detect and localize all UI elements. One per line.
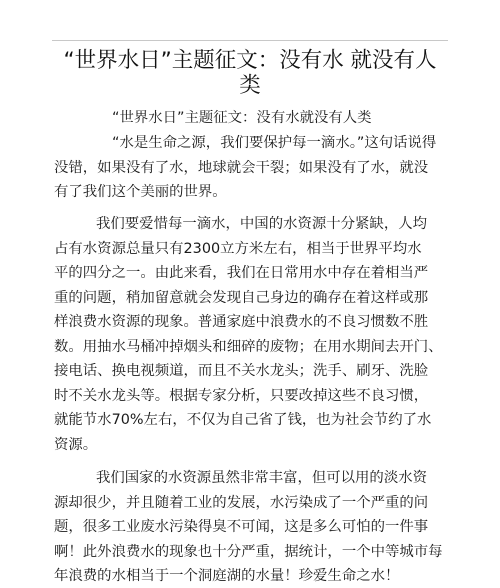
document-title xyxy=(52,46,448,98)
paragraph-line: 平的四分之一。由此来看，我们在日常用水中存在着相当严 xyxy=(54,265,429,281)
paragraph-line: 啊！此外浪费水的现象也十分严重，据统计，一个中等城市每 xyxy=(54,543,443,560)
paragraph-line: 数。用抽水马桶冲掉烟头和细碎的废物；在用水期间去开门、 xyxy=(54,338,443,355)
paragraph-line: 样浪费水资源的现象。普通家庭中浪费水的不良习惯数不胜 xyxy=(54,314,429,330)
paragraph-line: “水是生命之源，我们要保护每一滴水。”这句话说得 xyxy=(112,135,437,151)
title-line: “世界水日”主题征文：没有水 就没有人 xyxy=(63,48,437,73)
paragraph-line: 源却很少，并且随着工业的发展，水污染成了一个严重的问 xyxy=(54,494,429,511)
paragraph-line: 我们要爱惜每一滴水，中国的水资源十分紧缺，人均 xyxy=(96,216,427,232)
paragraph-line: 接电话、换电视频道，而且不关水龙头；洗手、刷牙、洗脸 xyxy=(54,363,429,379)
paragraph-line: 年浪费的水相当于一个洞庭湖的水量！珍爱生命之水！ xyxy=(54,568,400,584)
paragraph-line: 资源。 xyxy=(54,436,98,453)
paragraph-line: 有了我们这个美丽的世界。 xyxy=(54,184,227,200)
paragraph-3 xyxy=(54,466,446,588)
paragraph-line: 就能节水70%左右，不仅为自己省了钱，也为社会节约了水 xyxy=(54,412,432,428)
subtitle-line: “世界水日”主题征文：没有水就没有人类 xyxy=(112,110,372,126)
paragraph-line: 重的问题，稍加留意就会发现自己身边的确存在着这样或那 xyxy=(54,289,429,306)
top-divider xyxy=(52,40,448,41)
paragraph-line: 时不关水龙头等。根据专家分析，只要改掉这些不良习惯， xyxy=(54,387,429,404)
paragraph-line: 我们国家的水资源虽然非常丰富，但可以用的淡水资 xyxy=(96,470,427,486)
paragraph-line: 占有水资源总量只有2300立方米左右，相当于世界平均水 xyxy=(54,240,422,257)
subtitle xyxy=(54,106,446,131)
paragraph-1 xyxy=(54,131,446,205)
paragraph-line: 题，很多工业废水污染得臭不可闻，这是多么可怕的一件事 xyxy=(54,519,429,535)
paragraph-2 xyxy=(54,212,446,457)
title-line: 类 xyxy=(239,72,261,98)
paragraph-line: 没错，如果没有了水，地球就会干裂；如果没有了水，就没 xyxy=(54,159,429,176)
